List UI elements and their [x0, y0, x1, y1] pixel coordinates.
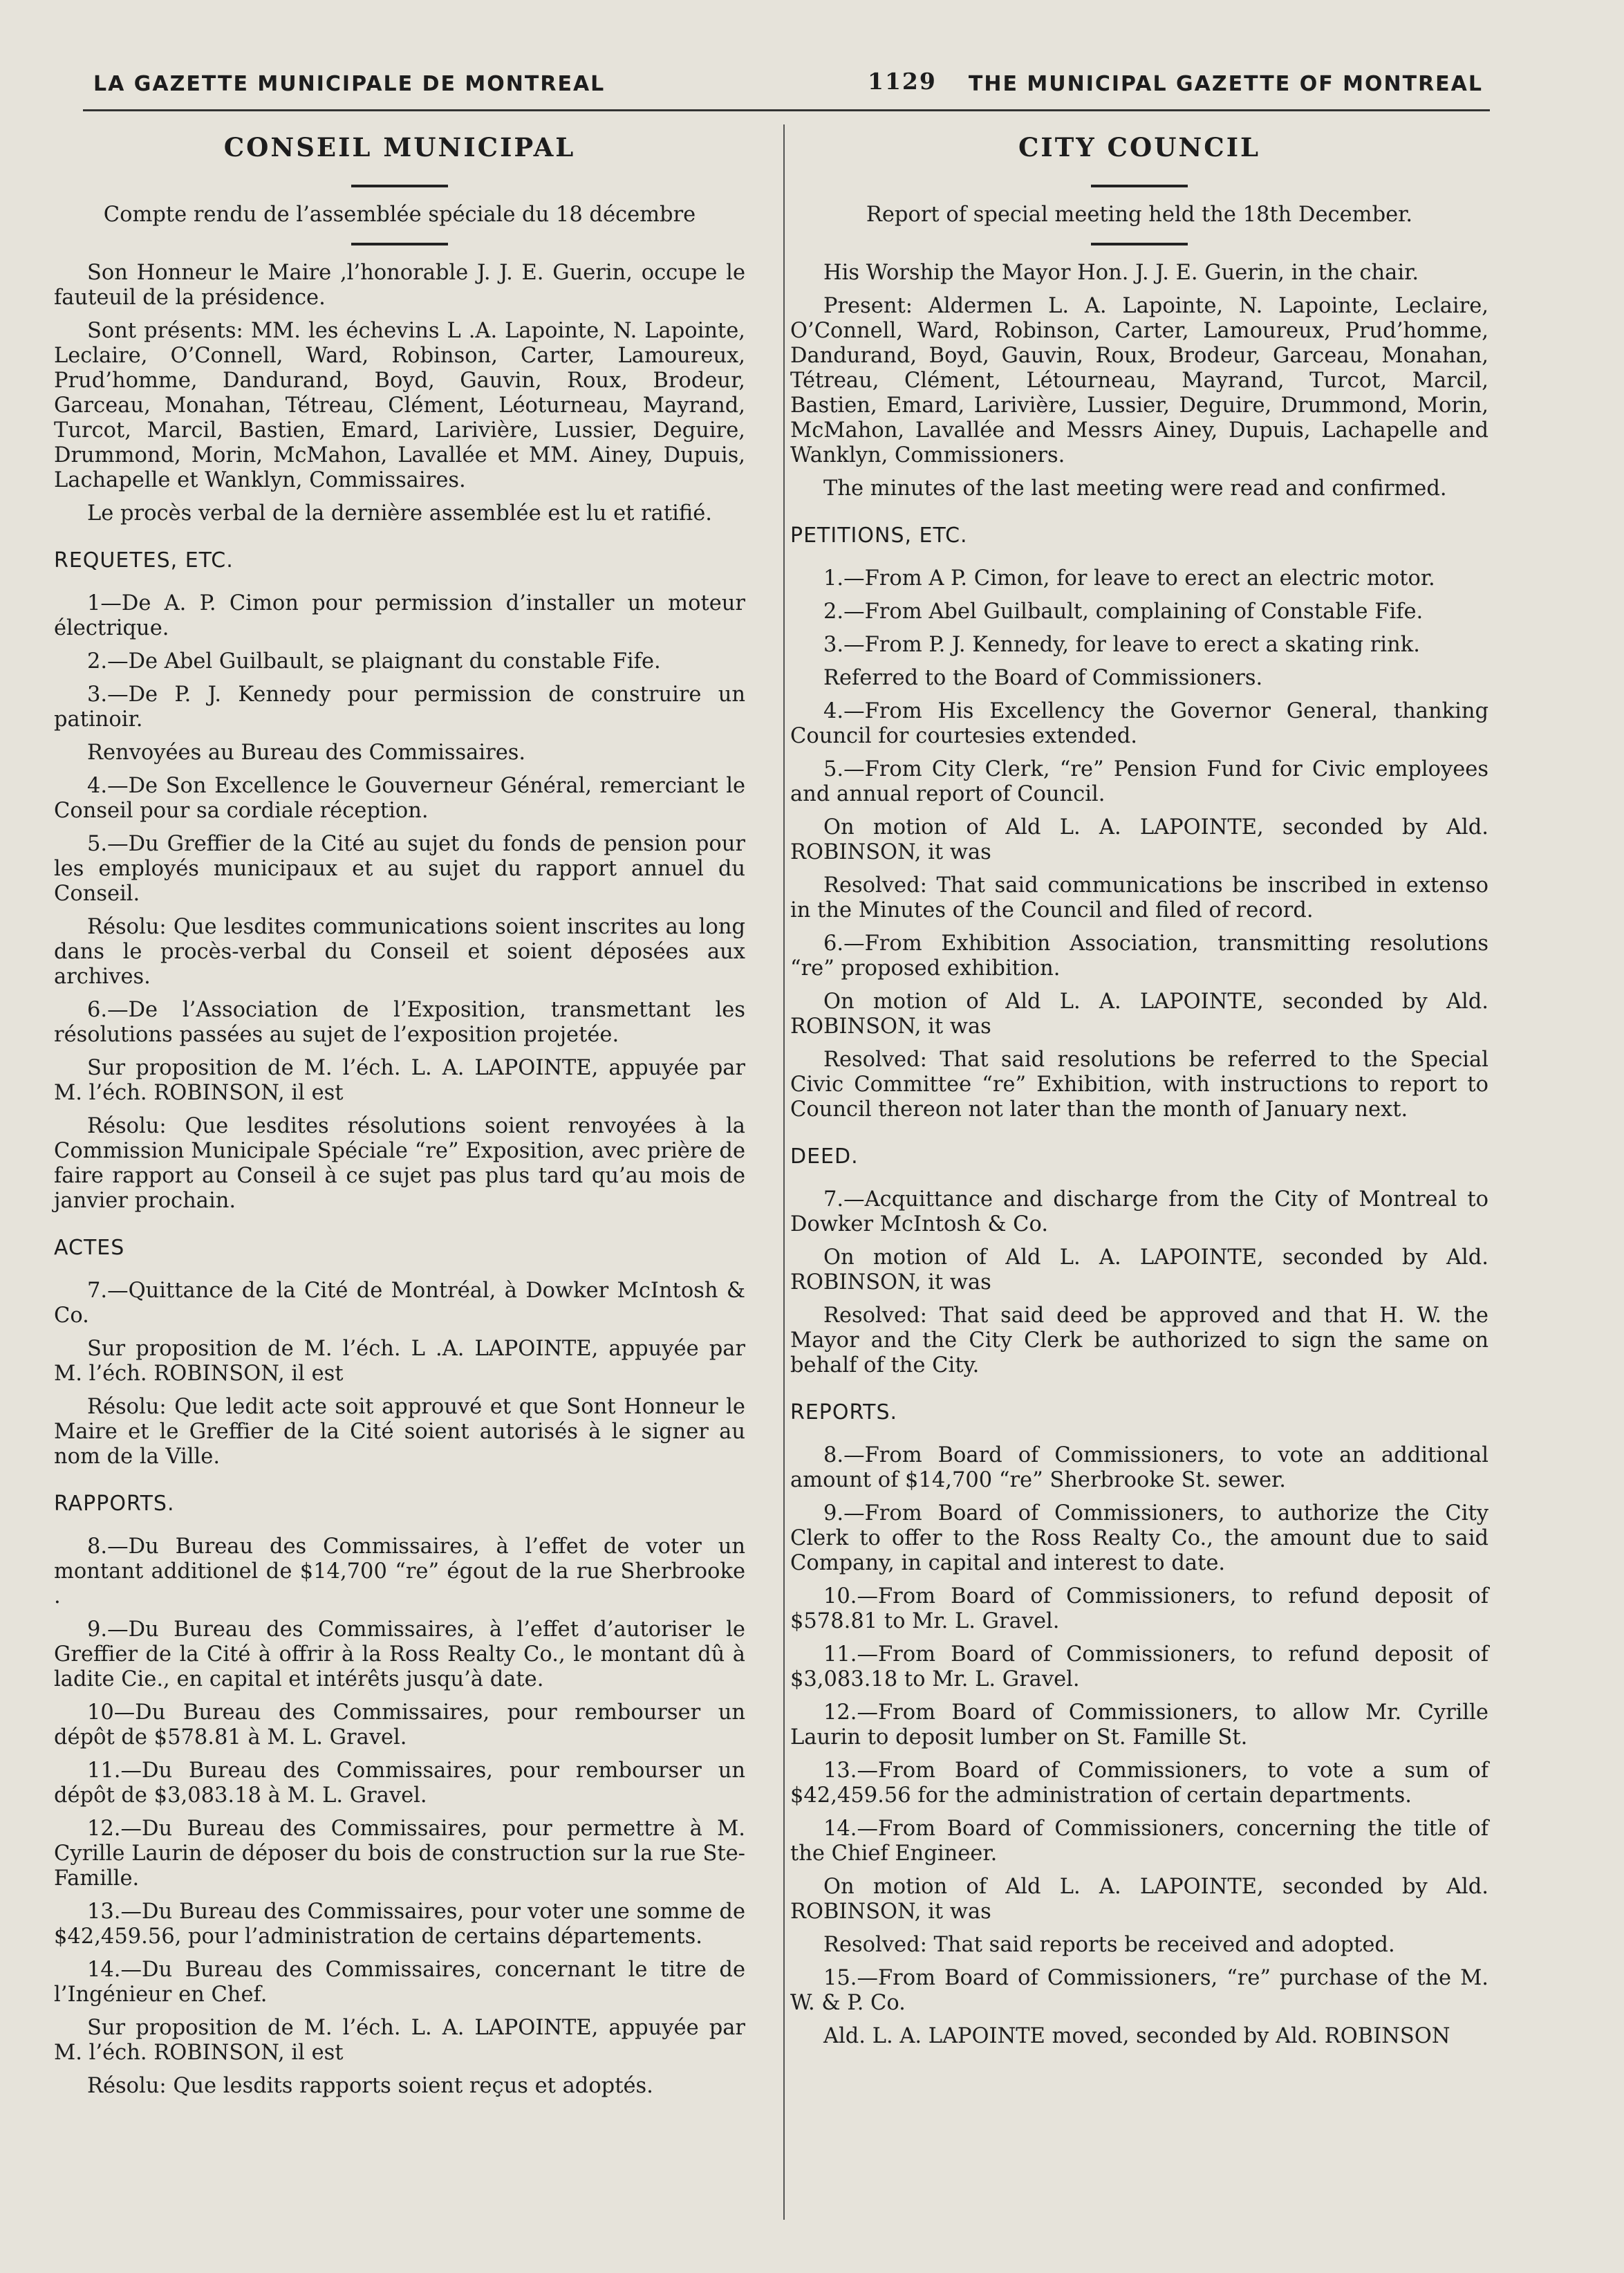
item: 3.—De P. J. Kennedy pour permission de construire un patinoir.: [54, 683, 745, 732]
paragraph: Le procès verbal de la dernière assemblée est lu et ratifié.: [87, 501, 712, 526]
item: 5.—Du Greffier de la Cité au sujet du fonds de pension pour les employés municipaux et au sujet du rapport annuel du Conseil.: [54, 832, 745, 906]
motion: Sur proposition de M. l’éch. L. A. LAPOINTE, appuyée par M. l’éch. ROBINSON, il est: [54, 1056, 745, 1105]
title-rule: [351, 185, 448, 187]
item: 11.—Du Bureau des Commissaires, pour rembourser un dépôt de $3,083.18 à M. L. Gravel.: [54, 1759, 745, 1808]
french-column: [54, 132, 745, 2107]
item: 6.—From Exhibition Association, transmitting resolutions “re” proposed exhibition.: [790, 931, 1488, 981]
item: 14.—From Board of Commissioners, concerning the title of the Chief Engineer.: [790, 1817, 1488, 1866]
column-divider: [783, 124, 785, 2220]
resolution: Résolu: Que ledit acte soit approuvé et que Sont Honneur le Maire et le Greffier de la Cité soient autorisés à le signer au nom de la Ville.: [54, 1395, 745, 1469]
header-english-title: THE MUNICIPAL GAZETTE OF MONTREAL: [968, 72, 1483, 96]
paragraph: Present: Aldermen L. A. Lapointe, N. Lapointe, Leclaire, O’Connell, Ward, Robinson, Carter, Lamoureux, Prud’homme, Dandurand, Boyd, Gauvin, Roux, Brodeur, Garceau, Monahan, Tétreau, Clément, Létourneau, Mayrand, Turcot, Marcil, Bastien, Emard, Larivière, Lussier, Deguire, Drummond, Morin, McMahon, Lavallée and Messrs Ainey, Dupuis, Lachapelle and Wanklyn, Commissioners.: [790, 294, 1488, 467]
subtitle-rule: [351, 243, 448, 245]
item: 8.—Du Bureau des Commissaires, à l’effet de voter un montant additionel de $14,700 “re” égout de la rue Sherbrooke .: [54, 1534, 745, 1608]
motion: Sur proposition de M. l’éch. L. A. LAPOINTE, appuyée par M. l’éch. ROBINSON, il est: [54, 2016, 745, 2065]
item: 10.—From Board of Commissioners, to refund deposit of $578.81 to Mr. L. Gravel.: [790, 1584, 1488, 1633]
item: 11.—From Board of Commissioners, to refund deposit of $3,083.18 to Mr. L. Gravel.: [790, 1642, 1488, 1691]
resolution: Résolu: Que lesdits rapports soient reçus et adoptés.: [87, 2074, 653, 2098]
item: 6.—De l’Association de l’Exposition, transmettant les résolutions passées au sujet de l’exposition projetée.: [54, 998, 745, 1047]
item: 2.—From Abel Guilbault, complaining of Constable Fife.: [823, 600, 1424, 624]
item: 3.—From P. J. Kennedy, for leave to erect a skating rink.: [823, 633, 1420, 657]
section-heading: DEED.: [790, 1144, 859, 1169]
header-rule: [83, 109, 1490, 111]
item: 13.—Du Bureau des Commissaires, pour voter une somme de $42,459.56, pour l’administration de certains départements.: [54, 1900, 745, 1949]
motion: On motion of Ald L. A. LAPOINTE, seconded by Ald. ROBINSON, it was: [790, 1875, 1488, 1924]
motion: Sur proposition de M. l’éch. L .A. LAPOINTE, appuyée par M. l’éch. ROBINSON, il est: [54, 1337, 745, 1386]
item: 14.—Du Bureau des Commissaires, concernant le titre de l’Ingénieur en Chef.: [54, 1958, 745, 2007]
french-section-title: CONSEIL MUNICIPAL: [223, 132, 576, 163]
item: 12.—Du Bureau des Commissaires, pour permettre à M. Cyrille Laurin de déposer du bois de construction sur la rue Ste-Famille.: [54, 1817, 745, 1891]
section-heading: PETITIONS, ETC.: [790, 523, 968, 548]
item: 12.—From Board of Commissioners, to allow Mr. Cyrille Laurin to deposit lumber on St. Famille St.: [790, 1700, 1488, 1750]
item: 7.—Quittance de la Cité de Montréal, à Dowker McIntosh & Co.: [54, 1279, 745, 1328]
paragraph: Referred to the Board of Commissioners.: [823, 666, 1263, 690]
english-column: [790, 132, 1488, 2057]
english-section-title: CITY COUNCIL: [1018, 132, 1261, 163]
motion: On motion of Ald L. A. LAPOINTE, seconded by Ald. ROBINSON, it was: [790, 1245, 1488, 1295]
item: 4.—De Son Excellence le Gouverneur Général, remerciant le Conseil pour sa cordiale réception.: [54, 774, 745, 823]
header-french-title: LA GAZETTE MUNICIPALE DE MONTREAL: [93, 72, 606, 96]
item: 1.—From A P. Cimon, for leave to erect an electric motor.: [823, 566, 1435, 591]
title-rule: [1091, 185, 1188, 187]
item: 4.—From His Excellency the Governor General, thanking Council for courtesies extended.: [790, 699, 1488, 748]
motion: Ald. L. A. LAPOINTE moved, seconded by Ald. ROBINSON: [823, 2024, 1450, 2048]
french-subtitle: Compte rendu de l’assemblée spéciale du 18 décembre: [103, 203, 696, 227]
item: 9.—From Board of Commissioners, to authorize the City Clerk to offer to the Ross Realty Co., the amount due to said Company, in capital and interest to date.: [790, 1501, 1488, 1575]
resolution: Resolved: That said reports be received and adopted.: [823, 1933, 1395, 1957]
item: 10—Du Bureau des Commissaires, pour rembourser un dépôt de $578.81 à M. L. Gravel.: [54, 1700, 745, 1750]
section-heading: REQUETES, ETC.: [54, 548, 234, 573]
motion: On motion of Ald L. A. LAPOINTE, seconded by Ald. ROBINSON, it was: [790, 815, 1488, 864]
resolution: Resolved: That said deed be approved and that H. W. the Mayor and the City Clerk be authorized to sign the same on behalf of the City.: [790, 1304, 1488, 1377]
paragraph: Sont présents: MM. les échevins L .A. Lapointe, N. Lapointe, Leclaire, O’Connell, Ward, Robinson, Carter, Lamoureux, Prud’homme, Dandurand, Boyd, Gauvin, Roux, Brodeur, Garceau, Monahan, Tétreau, Clément, Léoturneau, Mayrand, Turcot, Marcil, Bastien, Emard, Larivière, Lussier, Deguire, Drummond, Morin, McMahon, Lavallée et MM. Ainey, Dupuis, Lachapelle et Wanklyn, Commissaires.: [54, 319, 745, 492]
motion: On motion of Ald L. A. LAPOINTE, seconded by Ald. ROBINSON, it was: [790, 990, 1488, 1039]
item: 8.—From Board of Commissioners, to vote an additional amount of $14,700 “re” Sherbrooke St. sewer.: [790, 1443, 1488, 1492]
subtitle-rule: [1091, 243, 1188, 245]
resolution: Résolu: Que lesdites résolutions soient renvoyées à la Commission Municipale Spéciale “re” Exposition, avec prière de faire rapport au Conseil à ce sujet pas plus tard qu’au mois de janvier prochain.: [54, 1114, 745, 1213]
resolution: Resolved: That said communications be inscribed in extenso in the Minutes of the Council and filed of record.: [790, 873, 1488, 922]
item: 2.—De Abel Guilbault, se plaignant du constable Fife.: [87, 649, 661, 674]
item: 1—De A. P. Cimon pour permission d’installer un moteur électrique.: [54, 591, 745, 640]
item: 5.—From City Clerk, “re” Pension Fund for Civic employees and annual report of Council.: [790, 757, 1488, 806]
paragraph: The minutes of the last meeting were read and confirmed.: [823, 476, 1447, 501]
section-heading: REPORTS.: [790, 1400, 898, 1425]
item: 13.—From Board of Commissioners, to vote a sum of $42,459.56 for the administration of certain departments.: [790, 1759, 1488, 1808]
item: 9.—Du Bureau des Commissaires, à l’effet d’autoriser le Greffier de la Cité à offrir à la Ross Realty Co., le montant dû à ladite Cie., en capital et intérêts jusqu’à date.: [54, 1617, 745, 1691]
page-number: 1129: [868, 68, 937, 95]
resolution: Résolu: Que lesdites communications soient inscrites au long dans le procès-verbal du Conseil et soient déposées aux archives.: [54, 915, 745, 989]
paragraph: His Worship the Mayor Hon. J. J. E. Guerin, in the chair.: [823, 261, 1419, 285]
resolution: Resolved: That said resolutions be referred to the Special Civic Committee “re” Exhibition, with instructions to report to Council thereon not later than the month of January next.: [790, 1048, 1488, 1122]
item: 7.—Acquittance and discharge from the City of Montreal to Dowker McIntosh & Co.: [790, 1187, 1488, 1236]
paragraph: Son Honneur le Maire ,l’honorable J. J. E. Guerin, occupe le fauteuil de la présidence.: [54, 261, 745, 310]
section-heading: ACTES: [54, 1236, 125, 1260]
running-header: [93, 68, 1483, 102]
english-subtitle: Report of special meeting held the 18th December.: [866, 203, 1413, 227]
paragraph: Renvoyées au Bureau des Commissaires.: [87, 741, 526, 765]
section-heading: RAPPORTS.: [54, 1492, 175, 1516]
item: 15.—From Board of Commissioners, “re” purchase of the M. W. & P. Co.: [790, 1966, 1488, 2015]
